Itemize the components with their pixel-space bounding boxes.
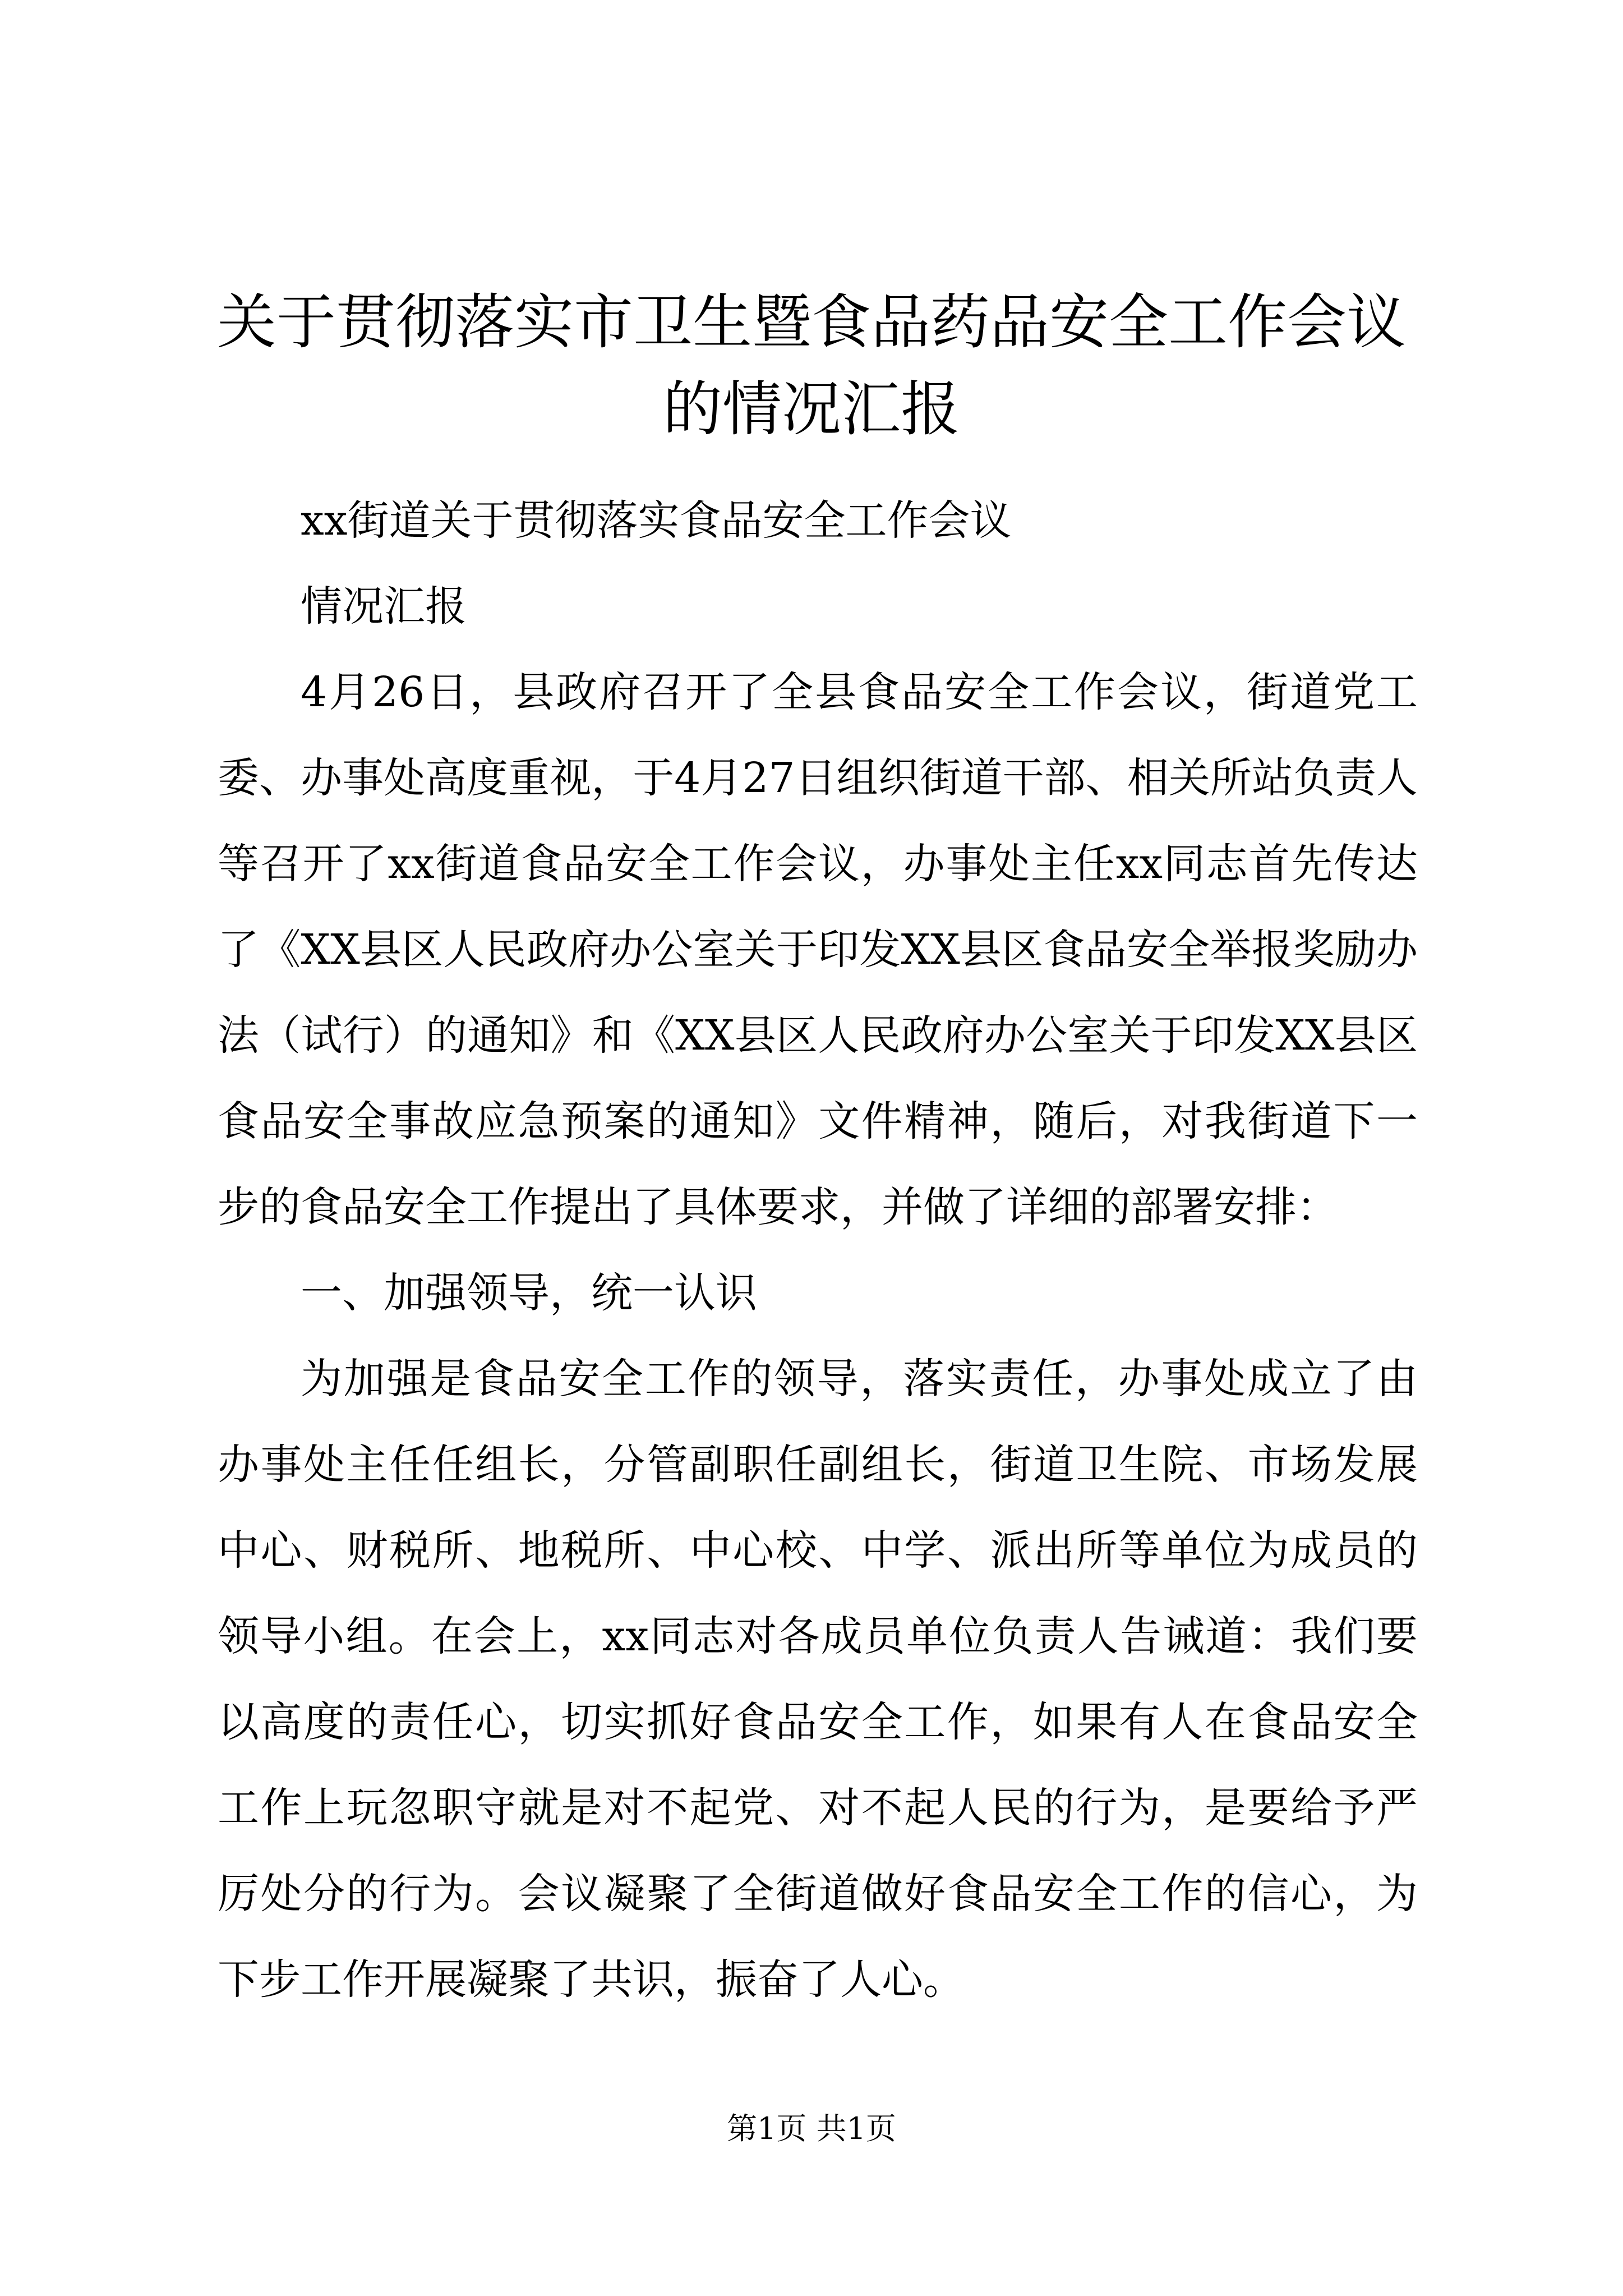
document-title-line-1: 关于贯彻落实市卫生暨食品药品安全工作会议 [217,288,1406,357]
body-paragraph-section-1: 为加强是食品安全工作的领导，落实责任，办事处成立了由办事处主任任组长，分管副职任副组长，街道卫生院、市场发展中心、财税所、地税所、中心校、中学、派出所等单位为成员的领导小组。在会上，xx同志对各成员单位负责人告诫道：我们要以高度的责任心，切实抓好食品安全工作，如果有人在食品安全工作上玩忽职守就是对不起党、对不起人民的行为，是要给予严厉处分的行为。会议凝聚了全街道做好食品安全工作的信心，为下步工作开展凝聚了共识，振奋了人心。 [218,1355,1418,2004]
document-title-line-2: 的情况汇报 [663,375,960,444]
section-heading-1: 一、加强领导，统一认识 [301,1269,757,1317]
subtitle-line-2: 情况汇报 [301,582,467,631]
body-paragraph-intro: 4月26日，县政府召开了全县食品安全工作会议，街道党工委、办事处高度重视，于4月27日组织街道干部、相关所站负责人等召开了xx街道食品安全工作会议，办事处主任xx同志首先传达了《XX县区人民政府办公室关于印发XX县区食品安全举报奖励办法（试行）的通知》和《XX县区人民政府办公室关于印发XX县区食品安全事故应急预案的通知》文件精神，随后，对我街道下一步的食品安全工作提出了具体要求，并做了详细的部署安排： [218,668,1418,1231]
document-body [218,478,1418,2023]
subtitle-line-1: xx街道关于贯彻落实食品安全工作会议 [301,496,1012,545]
page-footer: 第1页 共1页 [727,2111,896,2146]
